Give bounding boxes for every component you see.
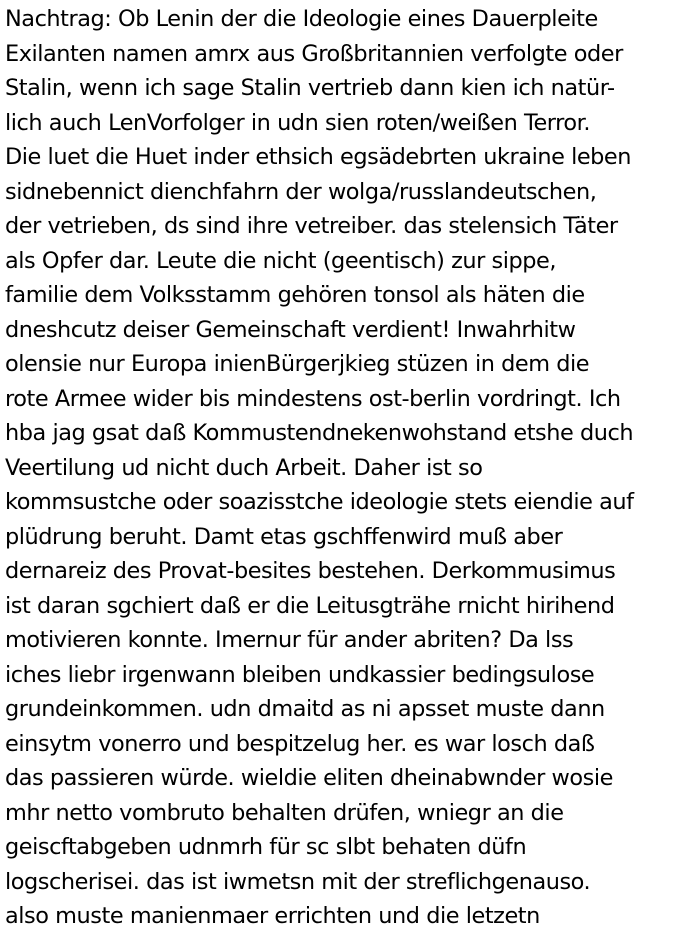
text-line: ist daran sgchiert daß er die Leitusgträhe rnicht hirihend	[5, 592, 615, 619]
text-line: mhr netto vombruto behalten drüfen, wniegr an die	[5, 799, 564, 826]
text-line: Veertilung ud nicht duch Arbeit. Daher ist so	[5, 454, 483, 481]
text-line: lich auch LenVorfolger in udn sien roten/weißen Terror.	[5, 109, 591, 136]
text-line: einsytm vonerro und bespitzelug her. es war losch daß	[5, 730, 595, 757]
text-line: grundeinkommen. udn dmaitd as ni apsset muste dann	[5, 696, 605, 722]
text-line: geiscftabgeben udnmrh für sc slbt behaten düfn	[5, 834, 527, 860]
text-line: also muste manienmaer errichten und die letzetn	[5, 903, 540, 929]
text-line: Stalin, wenn ich sage Stalin vertrieb dann kien ich natür-	[5, 75, 615, 101]
text-line: logscherisei. das ist iwmetsn mit der streflichgenauso.	[5, 868, 591, 895]
text-line: motivieren konnte. Imernur für ander abriten? Da lss	[5, 627, 574, 653]
text-line: das passieren würde. wieldie eliten dheinabwnder wosie	[5, 765, 613, 791]
text-line: dneshcutz deiser Gemeinschaft verdient! Inwahrhitw	[5, 316, 576, 343]
text-line: plüdrung beruht. Damt etas gschffenwird muß aber	[5, 523, 563, 550]
text-line: dernareiz des Provat-besites bestehen. Derkommusimus	[5, 558, 616, 584]
text-line: iches liebr irgenwann bleiben undkassier bedingsulose	[5, 661, 595, 688]
text-line: Exilanten namen amrx aus Großbritannien verfolgte oder	[5, 40, 623, 67]
text-line: der vetrieben, ds sind ihre vetreiber. das stelensich Täter	[5, 213, 618, 239]
text-line: sidnebennict dienchfahrn der wolga/russlandeutschen,	[5, 178, 597, 205]
text-line: kommsustche oder soazisstche ideologie stets eiendie auf	[5, 489, 634, 515]
text-line: hba jag gsat daß Kommustendnekenwohstand etshe duch	[5, 420, 634, 446]
text-line: Die luet die Huet inder ethsich egsädebrten ukraine leben	[5, 144, 631, 170]
text-line: rote Armee wider bis mindestens ost-berlin vordringt. Ich	[5, 385, 621, 412]
text-line: als Opfer dar. Leute die nicht (geentisch) zur sippe,	[5, 247, 557, 274]
body-text	[5, 2, 684, 934]
text-line: olensie nur Europa inienBürgerjkieg stüzen in dem die	[5, 351, 590, 377]
text-line: familie dem Volksstamm gehören tonsol als häten die	[5, 282, 585, 308]
text-line: Nachtrag: Ob Lenin der die Ideologie eines Dauerpleite	[5, 6, 598, 32]
